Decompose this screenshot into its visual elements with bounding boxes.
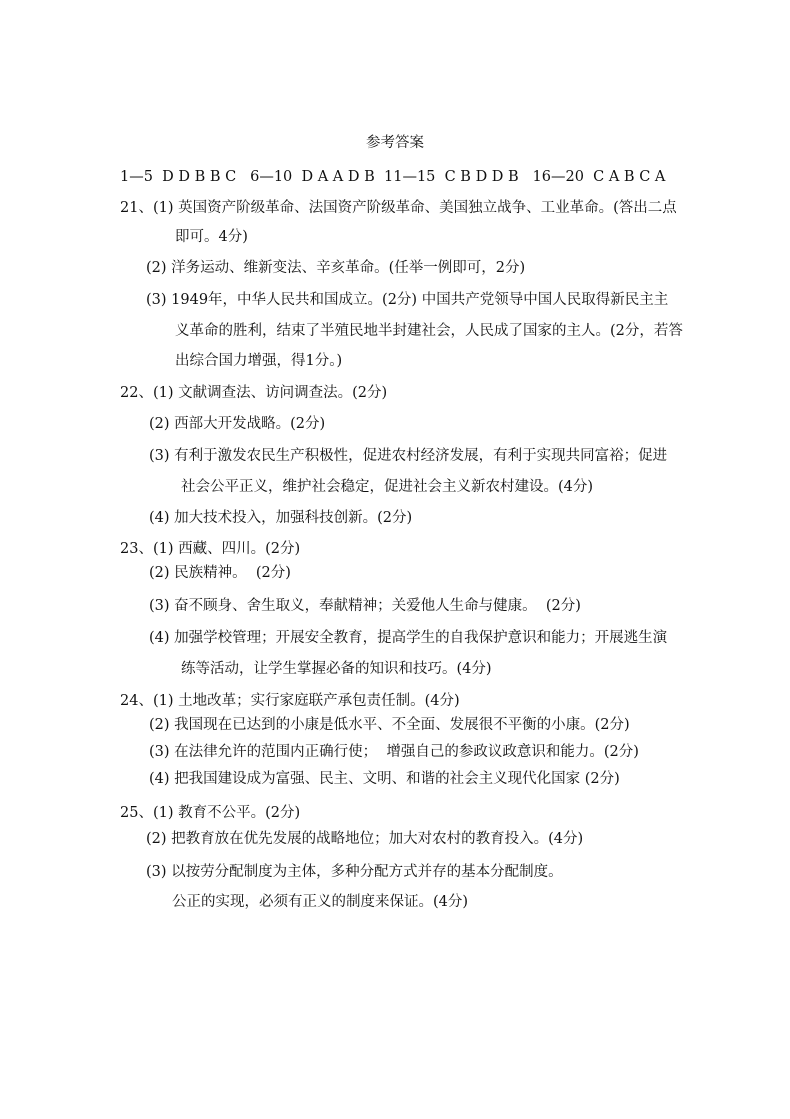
q22-a1: 22、(1) 文献调查法、访问调查法。(2分) bbox=[120, 385, 388, 401]
q23-a1: 23、(1) 西藏、四川。(2分) bbox=[120, 541, 301, 557]
q23-a2: (2) 民族精神。 (2分) bbox=[149, 565, 291, 581]
q22-a3-line1: (3) 有利于激发农民生产积极性，促进农村经济发展，有利于实现共同富裕；促进 bbox=[149, 448, 668, 464]
q23-a4-line1: (4) 加强学校管理；开展安全教育，提高学生的自我保护意识和能力；开展逃生演 bbox=[149, 630, 668, 646]
q21-a3-line1: (3) 1949年，中华人民共和国成立。(2分) 中国共产党领导中国人民取得新民主主 bbox=[146, 292, 669, 308]
q23-a3: (3) 奋不顾身、舍生取义，奉献精神；关爱他人生命与健康。 (2分) bbox=[149, 598, 581, 614]
q22-a3-line2: 社会公平正义，维护社会稳定，促进社会主义新农村建设。(4分) bbox=[181, 479, 594, 495]
q24-a1: 24、(1) 土地改革；实行家庭联产承包责任制。(4分) bbox=[120, 693, 460, 709]
q21-a3-line2: 义革命的胜利，结束了半殖民地半封建社会，人民成了国家的主人。(2分，若答 bbox=[175, 323, 683, 339]
q22-a4: (4) 加大技术投入，加强科技创新。(2分) bbox=[149, 510, 413, 526]
q21-a2: (2) 洋务运动、维新变法、辛亥革命。(任举一例即可，2分) bbox=[146, 260, 526, 276]
q21-a1-line1: 21、(1) 英国资产阶级革命、法国资产阶级革命、美国独立战争、工业革命。(答出二点 bbox=[120, 200, 677, 216]
q25-a3-line1: (3) 以按劳分配制度为主体，多种分配方式并存的基本分配制度。 bbox=[146, 864, 563, 880]
q24-a3: (3) 在法律允许的范围内正确行使； 增强自己的参政议政意识和能力。(2分) bbox=[149, 744, 639, 760]
q21-a3-line3: 出综合国力增强，得1分。) bbox=[175, 353, 343, 369]
q24-a4: (4) 把我国建设成为富强、民主、文明、和谐的社会主义现代化国家 (2分) bbox=[149, 771, 620, 787]
q25-a2: (2) 把教育放在优先发展的战略地位；加大对农村的教育投入。(4分) bbox=[146, 831, 584, 847]
q23-a4-line2: 练等活动，让学生掌握必备的知识和技巧。(4分) bbox=[181, 661, 492, 677]
page-title: 参考答案 bbox=[366, 135, 424, 151]
q22-a2: (2) 西部大开发战略。(2分) bbox=[149, 416, 326, 432]
choice-answers: 1—5 D D B B C 6—10 D A A D B 11—15 C B D D B 16—20 C A B C A bbox=[120, 169, 666, 185]
q25-a1: 25、(1) 教育不公平。(2分) bbox=[120, 805, 301, 821]
q24-a2: (2) 我国现在已达到的小康是低水平、不全面、发展很不平衡的小康。(2分) bbox=[149, 717, 630, 733]
q25-a3-line2: 公正的实现，必须有正义的制度来保证。(4分) bbox=[172, 894, 469, 910]
q21-a1-line2: 即可。4分) bbox=[175, 229, 248, 245]
